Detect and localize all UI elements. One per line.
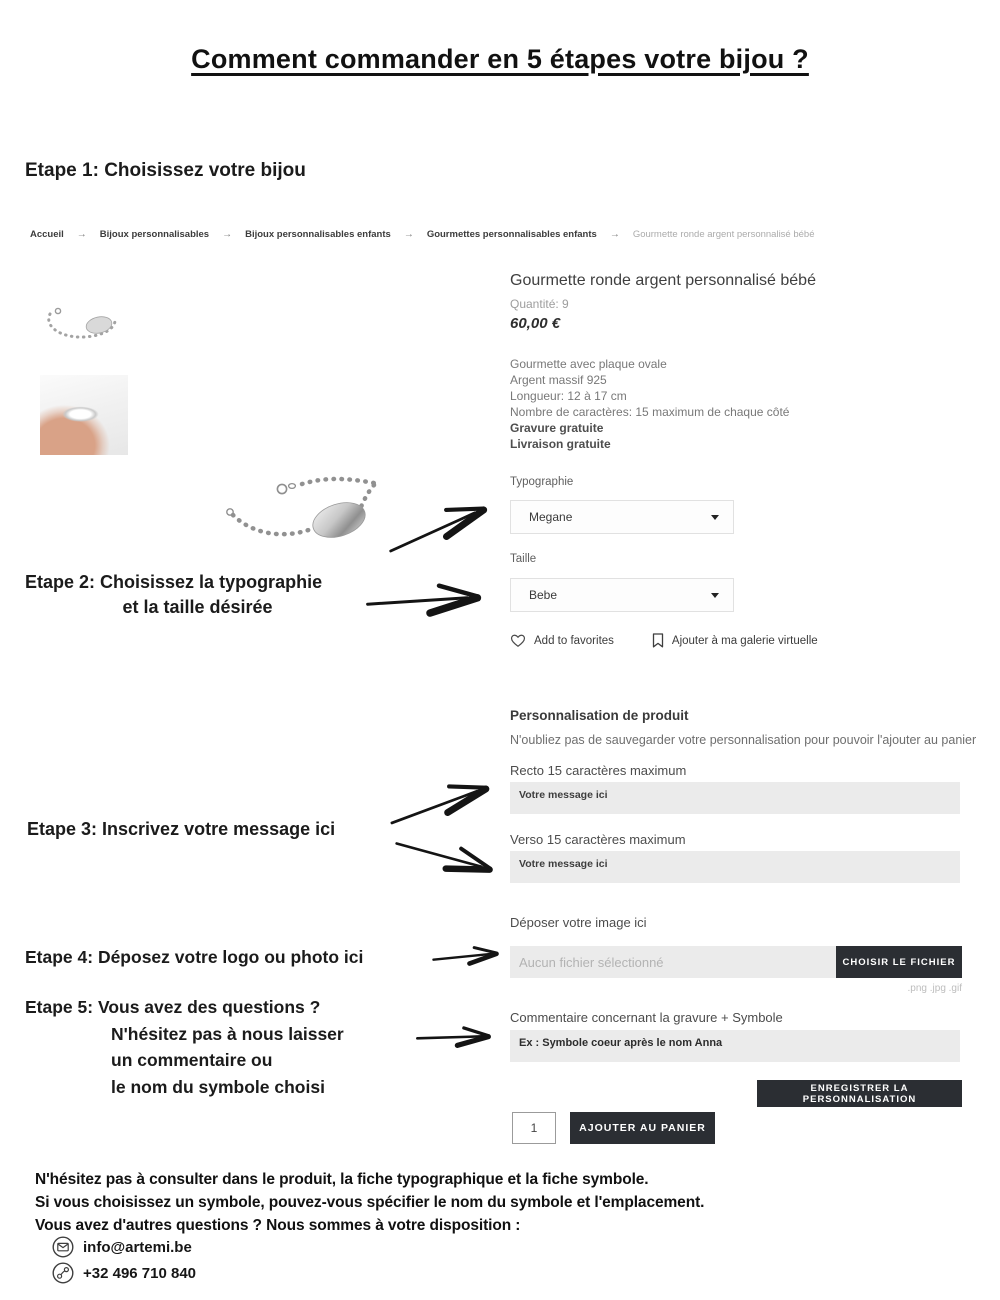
product-main-image[interactable] [222, 462, 402, 554]
breadcrumb-separator: → [76, 229, 87, 240]
comment-input[interactable] [510, 1030, 960, 1062]
breadcrumb-separator: → [403, 229, 414, 240]
breadcrumb [30, 229, 815, 240]
verso-label: Verso 15 caractères maximum [510, 832, 686, 847]
step5-label [25, 994, 344, 1100]
breadcrumb-item-bijoux-enfants[interactable]: Bijoux personnalisables enfants [245, 229, 391, 240]
bookmark-icon [652, 633, 664, 648]
personalization-note: N'oubliez pas de sauvegarder votre personnalisation pour pouvoir l'ajouter au panier [510, 733, 977, 747]
step3-label: Etape 3: Inscrivez votre message ici [27, 819, 336, 839]
description-line-bold: Gravure gratuite [510, 421, 604, 435]
breadcrumb-item-current: Gourmette ronde argent personnalisé bébé [632, 229, 815, 240]
product-thumbnail-photo[interactable] [40, 375, 128, 455]
file-upload-row [510, 946, 962, 978]
email-icon [52, 1236, 74, 1258]
contact-email-row [52, 1236, 192, 1258]
add-to-favorites-label: Add to favorites [534, 634, 614, 647]
page-title: Comment commander en 5 étapes votre bijou ? [191, 44, 809, 74]
typography-selected-value: Megane [529, 510, 573, 524]
step5-line4: le nom du symbole choisi [111, 1076, 325, 1097]
add-to-cart-button[interactable]: AJOUTER AU PANIER [570, 1112, 715, 1144]
arrow-to-size-icon [362, 580, 498, 621]
personalization-heading: Personnalisation de produit [510, 708, 689, 723]
add-to-gallery-button[interactable] [652, 633, 818, 648]
quantity-field[interactable] [512, 1112, 556, 1144]
step2-line2: et la taille désirée [122, 597, 273, 617]
upload-label: Déposer votre image ici [510, 915, 647, 930]
description-line: Longueur: 12 à 17 cm [510, 389, 627, 403]
step5-line3: un commentaire ou [111, 1050, 273, 1070]
product-quantity-text: Quantité: 9 [510, 297, 569, 311]
save-personalization-button[interactable]: ENREGISTRER LA PERSONNALISATION [757, 1080, 962, 1107]
step4-label: Etape 4: Déposez votre logo ou photo ici [25, 947, 364, 967]
footer-line: N'hésitez pas à consulter dans le produit, la fiche typographique et la fiche symbole. [35, 1171, 649, 1188]
product-price: 60,00 € [510, 315, 561, 332]
footer-line: Vous avez d'autres questions ? Nous sommes à votre disposition : [35, 1217, 521, 1234]
typography-label: Typographie [510, 476, 574, 488]
breadcrumb-separator: → [222, 229, 233, 240]
product-title: Gourmette ronde argent personnalisé bébé [510, 272, 816, 289]
product-thumbnail-bracelet[interactable] [38, 298, 128, 350]
arrow-to-verso-icon [390, 824, 510, 892]
contact-phone-row [52, 1262, 196, 1284]
product-actions [510, 633, 818, 648]
step5-line1: Etape 5: Vous avez des questions ? [25, 997, 321, 1017]
arrow-to-upload-icon [431, 941, 507, 970]
footer-note [35, 1168, 704, 1237]
size-label: Taille [510, 553, 537, 565]
description-line: Gourmette avec plaque ovale [510, 357, 667, 371]
chevron-down-icon [711, 593, 719, 598]
breadcrumb-item-gourmettes-enfants[interactable]: Gourmettes personnalisables enfants [426, 229, 597, 240]
arrow-to-comment-icon [416, 1022, 500, 1052]
step1-label: Etape 1: Choisissez votre bijou [25, 160, 306, 181]
description-line: Argent massif 925 [510, 373, 607, 387]
breadcrumb-item-accueil[interactable]: Accueil [30, 229, 64, 240]
size-select[interactable] [510, 578, 734, 612]
verso-message-input[interactable] [510, 851, 960, 883]
choose-file-button[interactable]: CHOISIR LE FICHIER [836, 946, 962, 978]
size-selected-value: Bebe [529, 588, 558, 602]
file-name-field[interactable] [510, 946, 836, 978]
comment-label: Commentaire concernant la gravure + Symbole [510, 1010, 783, 1025]
step5-line2: N'hésitez pas à nous laisser [111, 1023, 344, 1044]
footer-line: Si vous choisissez un symbole, pouvez-vous spécifier le nom du symbole et l'emplacement. [35, 1194, 705, 1211]
heart-icon [510, 633, 526, 648]
contact-phone[interactable]: +32 496 710 840 [83, 1264, 197, 1282]
breadcrumb-separator: → [609, 229, 620, 240]
description-line: Nombre de caractères: 15 maximum de chaque côté [510, 405, 790, 419]
breadcrumb-item-bijoux-personnalisables[interactable]: Bijoux personnalisables [99, 229, 210, 240]
chevron-down-icon [711, 515, 719, 520]
typography-select[interactable] [510, 500, 734, 534]
add-to-favorites-button[interactable] [510, 633, 614, 648]
phone-icon [52, 1262, 74, 1284]
product-description [510, 356, 789, 452]
add-to-gallery-label: Ajouter à ma galerie virtuelle [671, 634, 818, 647]
description-line-bold: Livraison gratuite [510, 437, 611, 451]
recto-label: Recto 15 caractères maximum [510, 763, 687, 778]
recto-message-input[interactable] [510, 782, 960, 814]
step2-label [25, 570, 370, 620]
allowed-file-types: .png .jpg .gif [907, 983, 962, 994]
contact-email[interactable]: info@artemi.be [83, 1238, 192, 1256]
step2-line1: Etape 2: Choisissez la typographie [25, 572, 323, 592]
